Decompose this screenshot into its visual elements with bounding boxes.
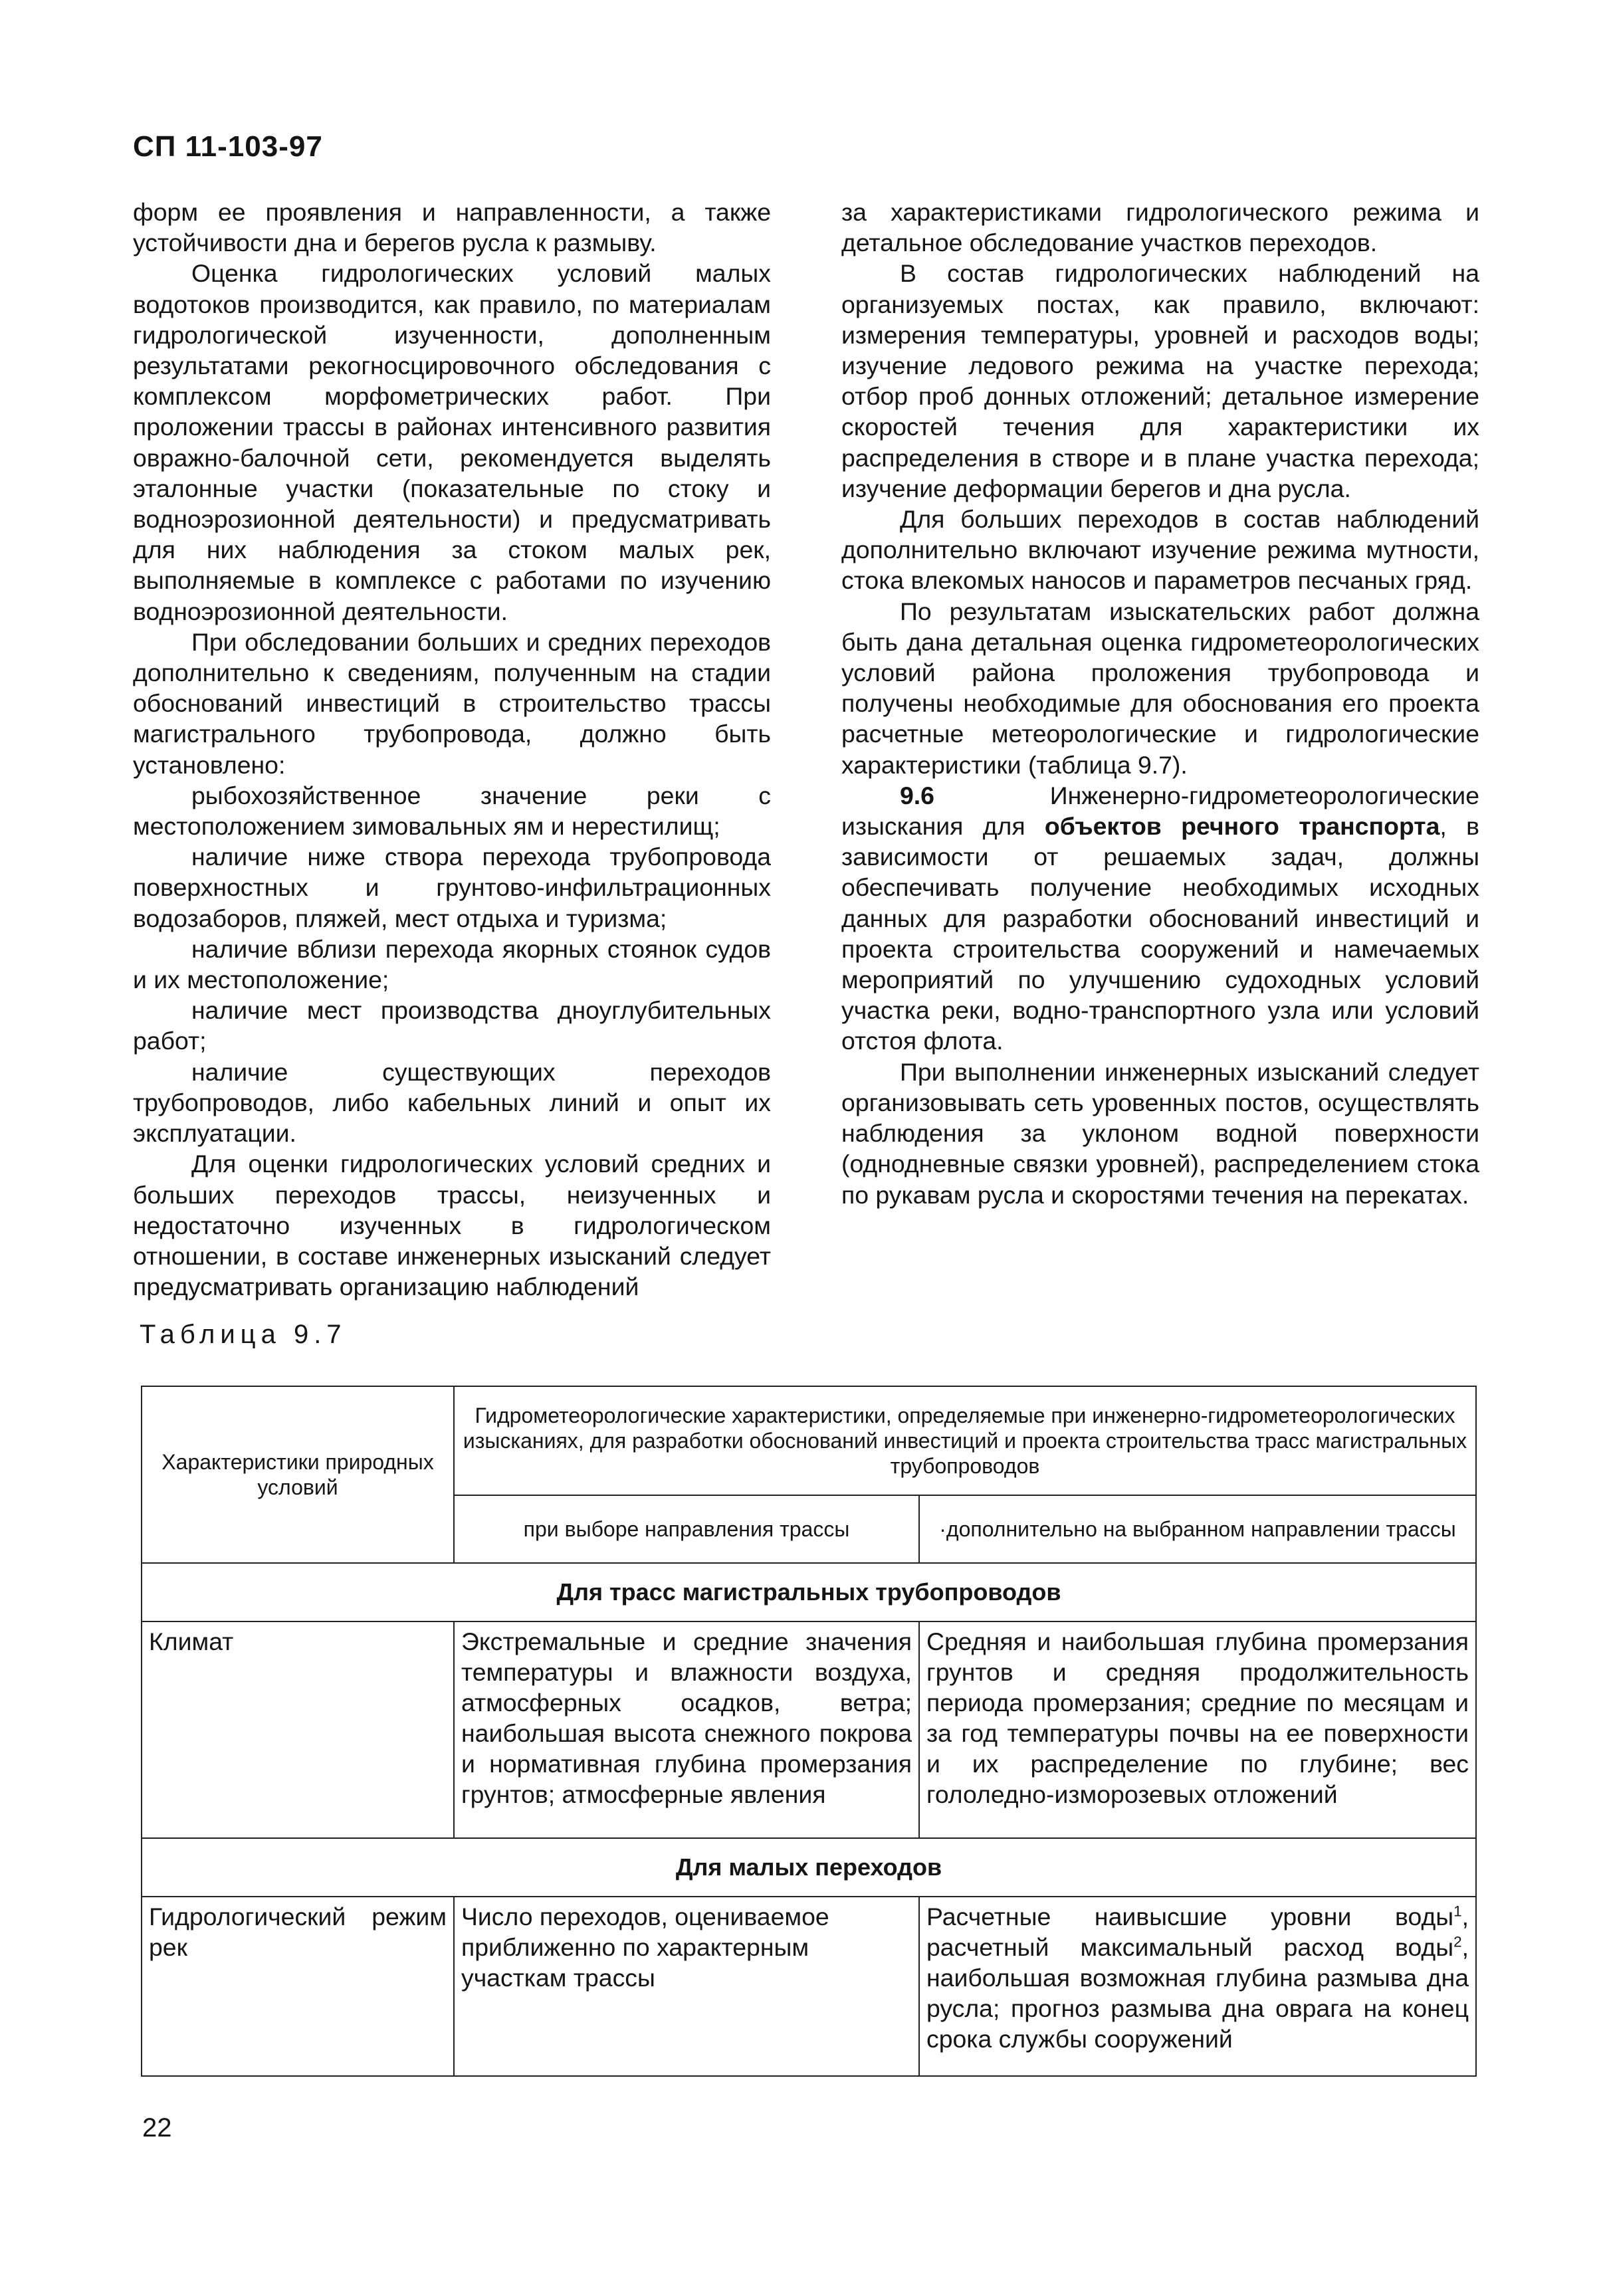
cell-climate: Климат xyxy=(142,1621,454,1838)
list-item: рыбохозяйственное значение реки с местоположением зимовальных ям и нерестилищ; xyxy=(133,781,771,841)
table-section-row xyxy=(142,1838,1476,1897)
left-column xyxy=(133,197,771,1302)
clause-emphasis: объектов речного транспорта xyxy=(1044,812,1440,841)
paragraph: Оценка гидрологических условий малых водотоков производится, как правило, по материалам гидрологической изученности, дополненным результатами рекогносцировочного обследования с комплексом морфометрических работ. При проложении трассы в районах интенсивного развития овражно-балочной сети, рекомендуется выделять эталонные участки (показательные по стоку и водноэрозионной деятельности) и предусматривать для них наблюдения за стоком малых рек, выполняемые в комплексе с работами по изучению водноэрозионной деятельности. xyxy=(133,259,771,625)
table-row xyxy=(142,1621,1476,1838)
header-selected-route: ·дополнительно на выбранном направлении трассы xyxy=(919,1495,1476,1563)
clause-number: 9.6 xyxy=(900,781,934,809)
cell-climate-route-selection: Экстремальные и средние значения температуры и влажности воздуха, атмосферных осадков, ветра; наибольшая высота снежного покрова и нормативная глубина промерзания грунтов; атмосферные явления xyxy=(454,1621,919,1838)
table-caption: Таблица 9.7 xyxy=(140,1320,347,1349)
clause-text: , в зависимости от решаемых задач, должны обеспечивать получение необходимых исходных данных для разработки обоснований инвестиций и проекта строительства сооружений и намечаемых мероприятий по улучшению судоходных условий участка реки, водно-транспортного узла или условий отстоя флота. xyxy=(841,812,1480,1055)
header-natural-conditions: Характеристики природных условий xyxy=(142,1386,454,1563)
page-number: 22 xyxy=(142,2113,172,2142)
cell-hydrology-route-selection: Число переходов, оцениваемое приближенно по характерным участкам трассы xyxy=(454,1897,919,2076)
clause-text: Инженерно-гидрометеорологические изыскания для xyxy=(841,781,1479,841)
paragraph: Для оценки гидрологических условий средних и больших переходов трассы, неизученных и недостаточно изученных в гидрологическом отношении, в составе инженерных изысканий следует предусматривать организацию наблюдений xyxy=(133,1150,771,1301)
table-9-7 xyxy=(141,1386,1477,2077)
list-item: наличие вблизи перехода якорных стоянок судов и их местоположение; xyxy=(133,934,771,994)
header-route-selection: при выборе направления трассы xyxy=(454,1495,919,1563)
paragraph: за характеристиками гидрологического режима и детальное обследование участков переходов. xyxy=(841,198,1479,257)
paragraph: При выполнении инженерных изысканий следует организовывать сеть уровенных постов, осуществлять наблюдения за уклоном водной поверхности (однодневные связки уровней), распределением стока по рукавам русла и скоростями течения на перекатах. xyxy=(841,1057,1479,1209)
cell-hydrology: Гидрологический режим рек xyxy=(142,1897,454,2076)
paragraph: форм ее проявления и направленности, а также устойчивости дна и берегов русла к размыву. xyxy=(133,198,771,257)
paragraph: В состав гидрологических наблюдений на организуемых постах, как правило, включают: измерения температуры, уровней и расходов воды; изучение ледового режима на участке перехода; отбор проб донных отложений; детальное измерение скоростей течения для характеристики их распределения в створе и в плане участка перехода; изучение деформации берегов и дна русла. xyxy=(841,259,1479,502)
list-item: наличие существующих переходов трубопроводов, либо кабельных линий и опыт их эксплуатации. xyxy=(133,1057,771,1148)
paragraph: По результатам изыскательских работ должна быть дана детальная оценка гидрометеорологических условий района проложения трубопровода и получены необходимые для обоснования его проекта расчетные метеорологические и гидрологические характеристики (таблица 9.7). xyxy=(841,597,1479,779)
document-code: СП 11-103-97 xyxy=(133,130,323,163)
cell-climate-selected-route: Средняя и наибольшая глубина промерзания грунтов и средняя продолжительность периода промерзания; средние по месяцам и за год температуры почвы на ее поверхности и их распределение по глубине; вес гололедно-изморозевых отложений xyxy=(919,1621,1476,1838)
footnote-mark: 2 xyxy=(1453,1933,1462,1950)
table-header-row xyxy=(142,1386,1476,1495)
list-item: наличие мест производства дноуглубительных работ; xyxy=(133,996,771,1055)
cell-text: , наибольшая возможная глубина размыва дна русла; прогноз размыва дна оврага на конец срока службы сооружений xyxy=(926,1933,1469,2053)
header-characteristics: Гидрометеорологические характеристики, определяемые при инженерно-гидрометеорологических изысканиях, для разработки обоснований инвестиций и проекта строительства трасс магистральных трубопроводов xyxy=(454,1386,1476,1495)
table-section-row xyxy=(142,1563,1476,1621)
right-column xyxy=(841,197,1479,1210)
section-trunk-pipelines: Для трасс магистральных трубопроводов xyxy=(142,1563,1476,1621)
table-row xyxy=(142,1897,1476,2076)
cell-text: , расчетный максимальный расход воды xyxy=(926,1903,1469,1961)
paragraph: При обследовании больших и средних переходов дополнительно к сведениям, полученным на стадии обоснований инвестиций в строительство трассы магистрального трубопровода, должно быть установлено: xyxy=(133,627,771,779)
list-item: наличие ниже створа перехода трубопровода поверхностных и грунтово-инфильтрационных водозаборов, пляжей, мест отдыха и туризма; xyxy=(133,843,771,932)
section-small-crossings: Для малых переходов xyxy=(142,1838,1476,1897)
footnote-mark: 1 xyxy=(1453,1903,1462,1920)
cell-text: Расчетные наивысшие уровни воды xyxy=(926,1903,1454,1931)
cell-hydrology-selected-route xyxy=(919,1897,1476,2076)
clause-9-6 xyxy=(841,780,1479,1057)
paragraph: Для больших переходов в состав наблюдений дополнительно включают изучение режима мутности, стока влекомых наносов и параметров песчаных гряд. xyxy=(841,505,1479,595)
